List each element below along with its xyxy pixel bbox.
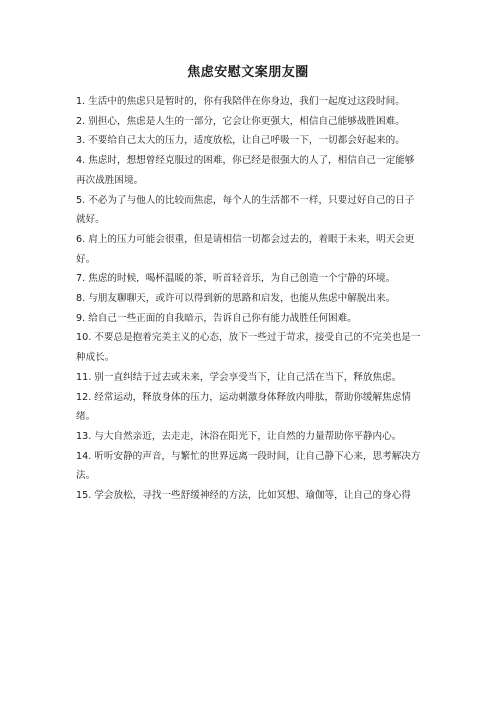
list-item: 14. 听听安静的声音，与繁忙的世界远离一段时间，让自己静下心来，思考解决方法。 [76,450,421,482]
list-item: 3. 不要给自己太大的压力，适度放松，让自己呼吸一下，一切都会好起来的。 [76,135,405,147]
list-item: 13. 与大自然亲近，去走走，沐浴在阳光下，让自然的力量帮助你平静内心。 [76,430,402,442]
list-item: 6. 肩上的压力可能会很重，但是请相信一切都会过去的，着眼于未来，明天会更好。 [76,233,415,265]
list-item: 15. 学会放松，寻找一些舒缓神经的方法，比如冥想、瑜伽等，让自己的身心得 [76,490,411,502]
list-item: 4. 焦虑时，想想曾经克服过的困难，你已经是很强大的人了，相信自己一定能够再次战胜困境。 [76,155,415,186]
list-item: 5. 不必为了与他人的比较而焦虑，每个人的生活都不一样，只要过好自己的日子就好。 [76,194,415,226]
list-item: 12. 经常运动，释放身体的压力，运动刺激身体释放内啡肽，帮助你缓解焦虑情绪。 [76,391,411,423]
document-title: 焦虑安慰文案朋友圈 [187,65,309,80]
list-item: 8. 与朋友聊聊天，或许可以得到新的思路和启发，也能从焦虑中解脱出来。 [76,293,396,305]
document-body [76,92,422,506]
list-item: 7. 焦虑的时候，喝杯温暖的茶，听首轻音乐，为自己创造一个宁静的环境。 [76,273,396,285]
list-item: 1. 生活中的焦虑只是暂时的，你有我陪伴在你身边，我们一起度过这段时间。 [76,96,405,107]
list-item: 11. 别一直纠结于过去或未来，学会享受当下，让自己活在当下，释放焦虑。 [76,371,402,383]
list-item: 9. 给自己一些正面的自我暗示，告诉自己你有能力战胜任何困难。 [76,312,357,324]
list-item: 10. 不要总是抱着完美主义的心态，放下一些过于苛求，接受自己的不完美也是一种成长。 [76,332,421,364]
list-item: 2. 别担心，焦虑是人生的一部分，它会让你更强大，相信自己能够战胜困难。 [76,115,405,127]
